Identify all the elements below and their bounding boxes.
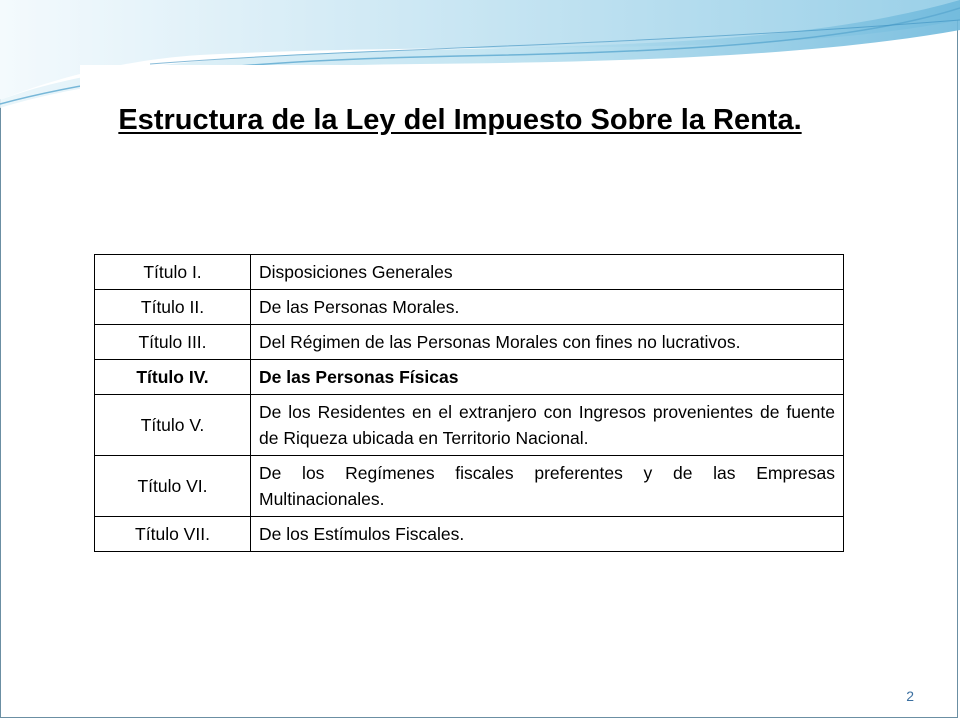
row-description: De las Personas Físicas (251, 360, 844, 395)
table-row (95, 395, 844, 456)
titles-table (94, 254, 844, 552)
row-description: De las Personas Morales. (251, 290, 844, 325)
table-row (95, 290, 844, 325)
row-description: De los Estímulos Fiscales. (251, 517, 844, 552)
table-row (95, 255, 844, 290)
row-title: Título III. (95, 325, 251, 360)
page-number: 2 (906, 688, 914, 704)
row-title: Título I. (95, 255, 251, 290)
slide-title: Estructura de la Ley del Impuesto Sobre la Renta. (118, 104, 802, 136)
row-title: Título VII. (95, 517, 251, 552)
row-title: Título VI. (95, 456, 251, 517)
row-description: Disposiciones Generales (251, 255, 844, 290)
row-description: Del Régimen de las Personas Morales con fines no lucrativos. (251, 325, 844, 360)
table-row (95, 325, 844, 360)
table-row (95, 360, 844, 395)
row-description: De los Regímenes fiscales preferentes y de las Empresas Multinacionales. (251, 456, 844, 517)
row-title: Título IV. (95, 360, 251, 395)
content-panel (80, 65, 838, 240)
row-title: Título II. (95, 290, 251, 325)
table-row (95, 517, 844, 552)
table-row (95, 456, 844, 517)
row-title: Título V. (95, 395, 251, 456)
row-description: De los Residentes en el extranjero con Ingresos provenientes de fuente de Riqueza ubicada en Territorio Nacional. (251, 395, 844, 456)
